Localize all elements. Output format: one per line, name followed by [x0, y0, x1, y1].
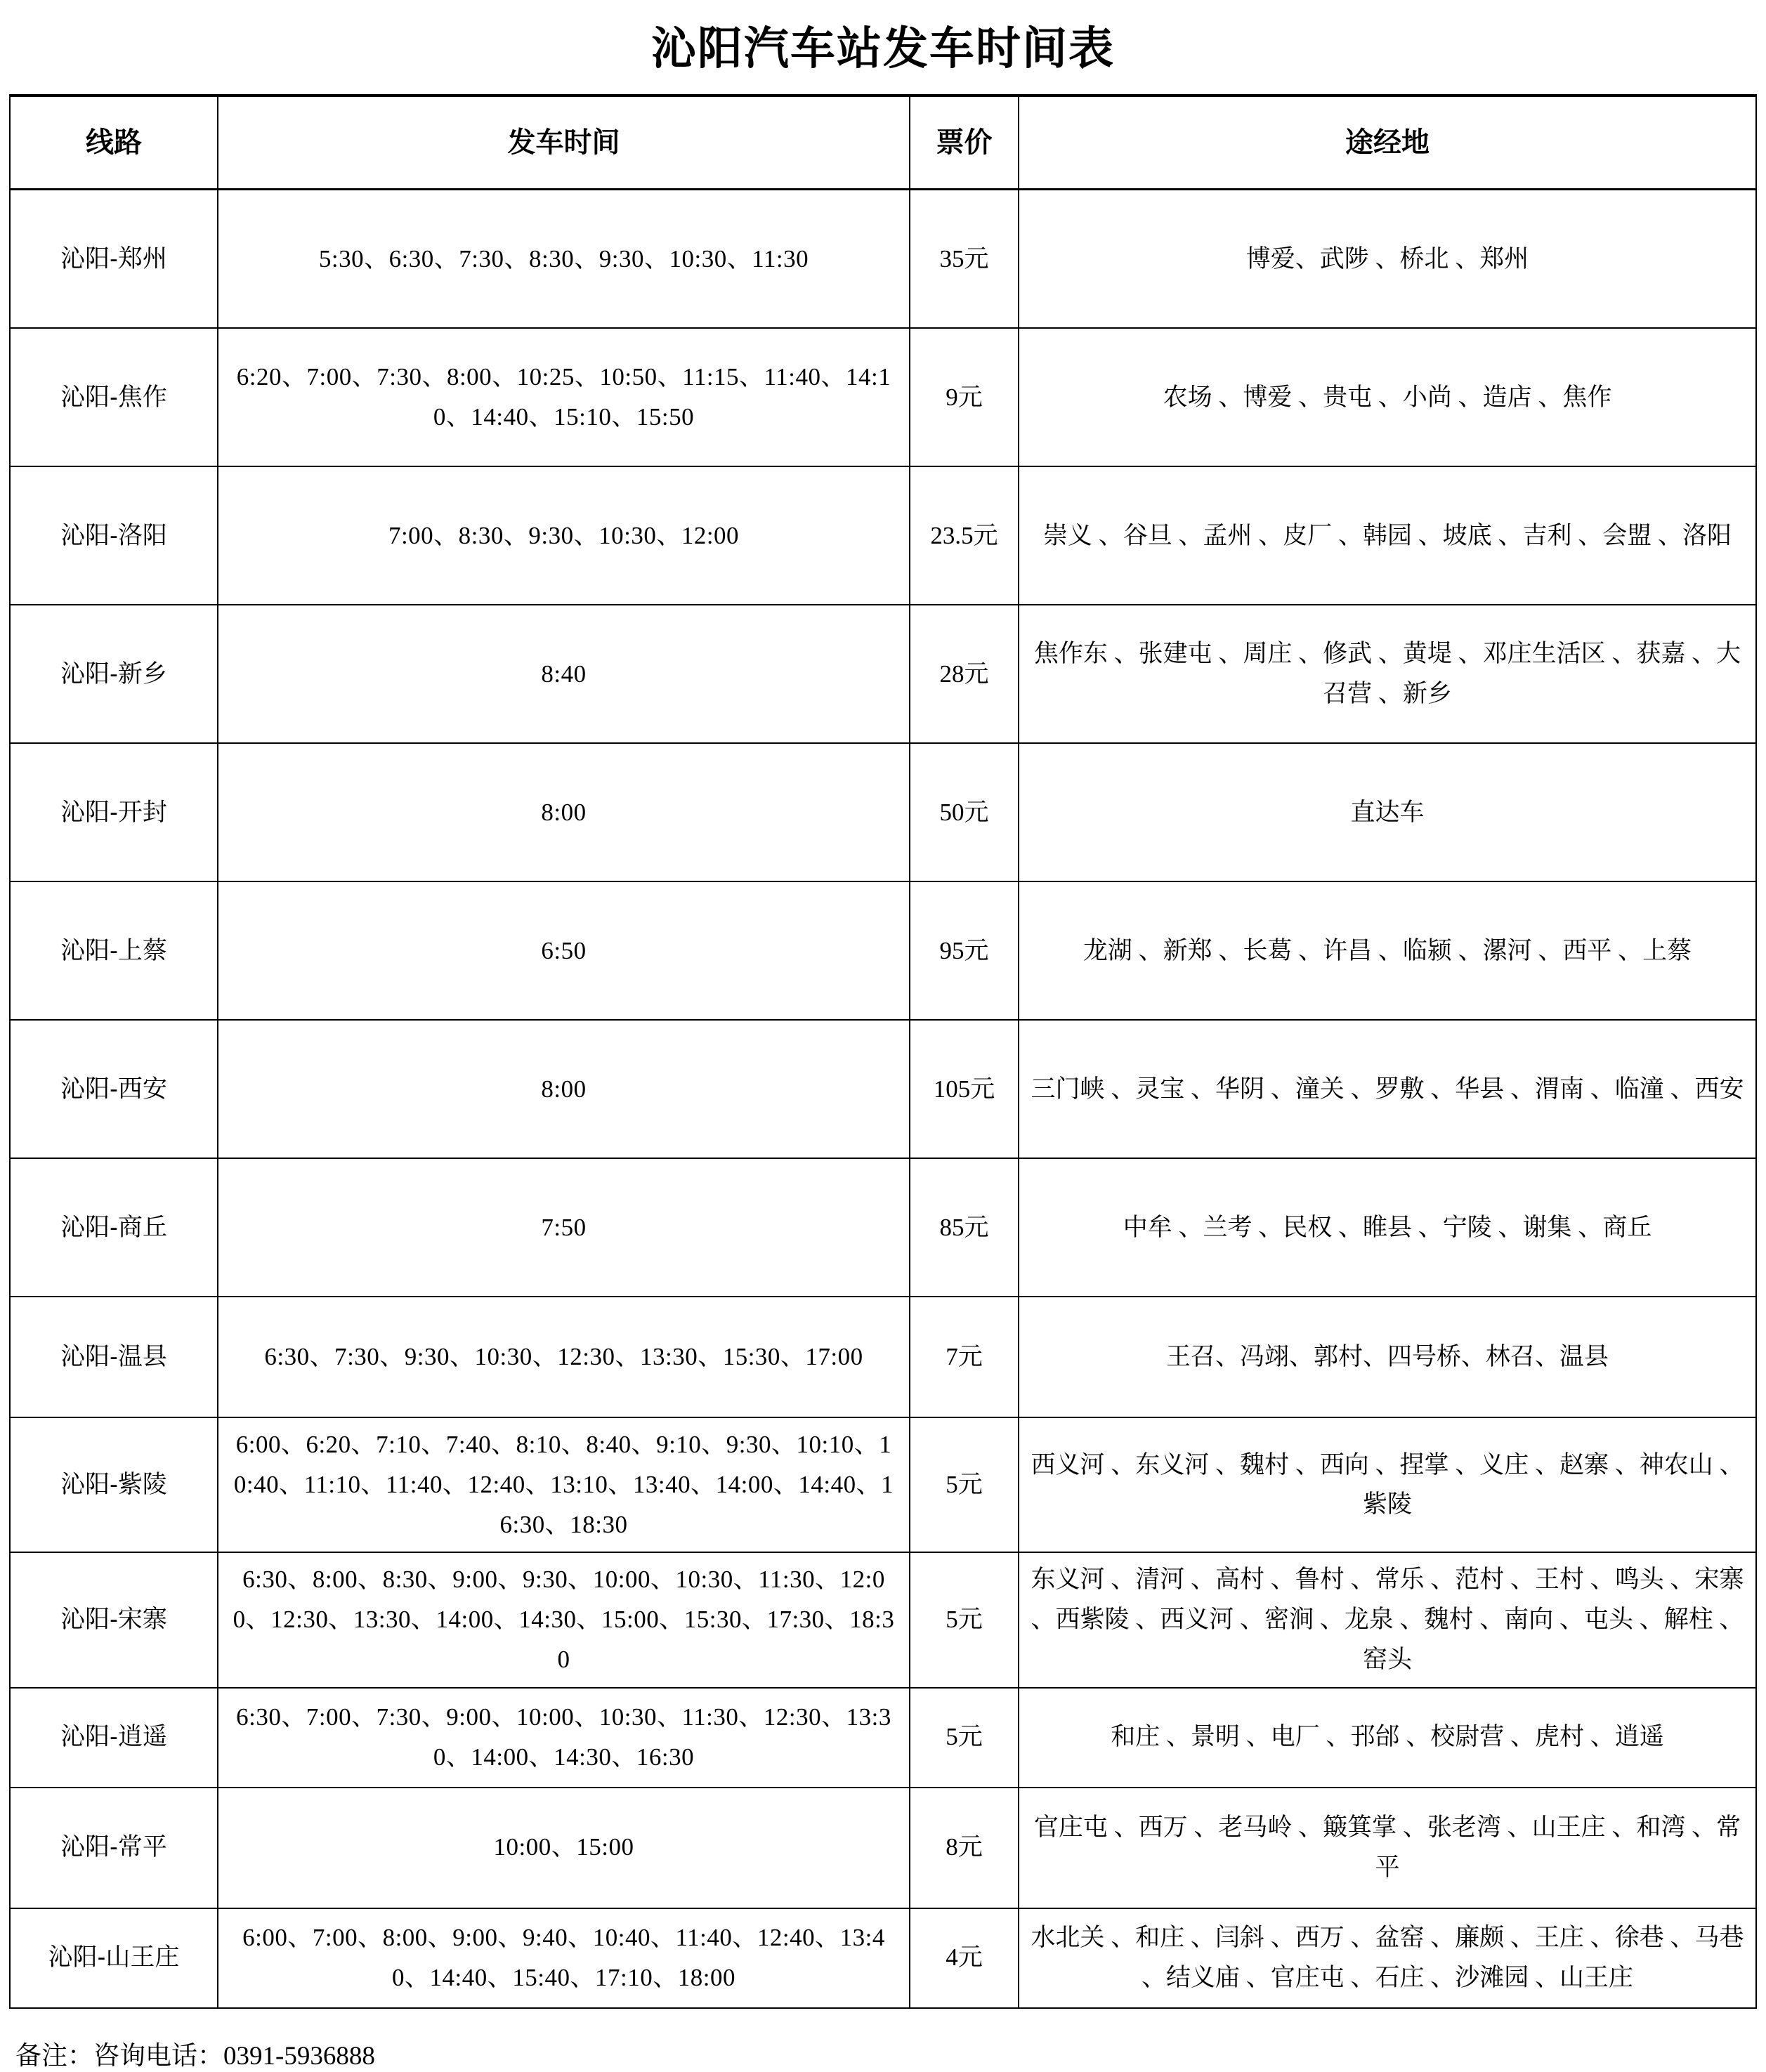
- table-row: [10, 881, 1756, 1020]
- fare-cell: 5元: [910, 1552, 1019, 1687]
- stops-cell: 三门峡 、灵宝 、华阴 、潼关 、罗敷 、华县 、渭南 、临潼 、西安: [1019, 1020, 1756, 1158]
- times-cell: 6:00、6:20、7:10、7:40、8:10、8:40、9:10、9:30、10:10、10:40、11:10、11:40、12:40、13:10、13:40、14:00、14:40、16:30、18:30: [218, 1417, 910, 1552]
- table-row: [10, 605, 1756, 743]
- stops-cell: 焦作东 、张建屯 、周庄 、修武 、黄堤 、邓庄生活区 、获嘉 、大召营 、新乡: [1019, 605, 1756, 743]
- stops-cell: 直达车: [1019, 743, 1756, 881]
- stops-cell: 龙湖 、新郑 、长葛 、许昌 、临颍 、漯河 、西平 、上蔡: [1019, 881, 1756, 1020]
- times-cell: 8:40: [218, 605, 910, 743]
- route-cell: 沁阳-常平: [10, 1788, 218, 1908]
- times-cell: 6:30、7:30、9:30、10:30、12:30、13:30、15:30、17:00: [218, 1297, 910, 1417]
- route-cell: 沁阳-洛阳: [10, 466, 218, 605]
- times-cell: 5:30、6:30、7:30、8:30、9:30、10:30、11:30: [218, 190, 910, 329]
- fare-cell: 95元: [910, 881, 1019, 1020]
- route-cell: 沁阳-开封: [10, 743, 218, 881]
- bus-schedule-table: [9, 94, 1757, 2008]
- times-cell: 6:20、7:00、7:30、8:00、10:25、10:50、11:15、11:40、14:10、14:40、15:10、15:50: [218, 328, 910, 466]
- fare-cell: 23.5元: [910, 466, 1019, 605]
- route-cell: 沁阳-逍遥: [10, 1688, 218, 1788]
- fare-cell: 35元: [910, 190, 1019, 329]
- times-cell: 6:30、8:00、8:30、9:00、9:30、10:00、10:30、11:30、12:00、12:30、13:30、14:00、14:30、15:00、15:30、17:30、18:30: [218, 1552, 910, 1687]
- fare-cell: 5元: [910, 1688, 1019, 1788]
- table-row: [10, 743, 1756, 881]
- table-row: [10, 190, 1756, 329]
- header-row: [10, 96, 1756, 190]
- fare-cell: 7元: [910, 1297, 1019, 1417]
- table-row: [10, 1020, 1756, 1158]
- route-cell: 沁阳-商丘: [10, 1158, 218, 1297]
- times-cell: 7:50: [218, 1158, 910, 1297]
- table-body: [10, 190, 1756, 2008]
- stops-cell: 水北关 、和庄 、闫斜 、西万 、盆窑 、廉颇 、王庄 、徐巷 、马巷 、结义庙 、官庄屯 、石庄 、沙滩园 、山王庄: [1019, 1908, 1756, 2008]
- times-cell: 8:00: [218, 743, 910, 881]
- route-cell: 沁阳-郑州: [10, 190, 218, 329]
- route-cell: 沁阳-新乡: [10, 605, 218, 743]
- table-row: [10, 328, 1756, 466]
- table-row: [10, 466, 1756, 605]
- times-cell: 6:00、7:00、8:00、9:00、9:40、10:40、11:40、12:40、13:40、14:40、15:40、17:10、18:00: [218, 1908, 910, 2008]
- table-header: [10, 96, 1756, 190]
- fare-cell: 28元: [910, 605, 1019, 743]
- route-cell: 沁阳-上蔡: [10, 881, 218, 1020]
- table-row: [10, 1788, 1756, 1908]
- stops-cell: 农场 、博爱 、贵屯 、小尚 、造店 、焦作: [1019, 328, 1756, 466]
- times-cell: 8:00: [218, 1020, 910, 1158]
- stops-cell: 王召、冯翊、郭村、四号桥、林召、温县: [1019, 1297, 1756, 1417]
- fare-cell: 50元: [910, 743, 1019, 881]
- table-row: [10, 1908, 1756, 2008]
- fare-cell: 105元: [910, 1020, 1019, 1158]
- stops-cell: 中牟 、兰考 、民权 、睢县 、宁陵 、谢集 、商丘: [1019, 1158, 1756, 1297]
- footer-note: 备注：咨询电话：0391-5936888: [15, 2041, 375, 2071]
- table-row: [10, 1297, 1756, 1417]
- fare-cell: 85元: [910, 1158, 1019, 1297]
- times-cell: 6:30、7:00、7:30、9:00、10:00、10:30、11:30、12:30、13:30、14:00、14:30、16:30: [218, 1688, 910, 1788]
- table-row: [10, 1552, 1756, 1687]
- table-row: [10, 1417, 1756, 1552]
- stops-cell: 和庄 、景明 、电厂 、邘邰 、校尉营 、虎村 、逍遥: [1019, 1688, 1756, 1788]
- times-cell: 10:00、15:00: [218, 1788, 910, 1908]
- fare-cell: 9元: [910, 328, 1019, 466]
- table-row: [10, 1688, 1756, 1788]
- page-title: 沁阳汽车站发车时间表: [651, 23, 1115, 74]
- route-cell: 沁阳-温县: [10, 1297, 218, 1417]
- fare-cell: 4元: [910, 1908, 1019, 2008]
- route-cell: 沁阳-西安: [10, 1020, 218, 1158]
- stops-cell: 东义河 、清河 、高村 、鲁村 、常乐 、范村 、王村 、鸣头 、宋寨 、西紫陵 、西义河 、密涧 、龙泉 、魏村 、南向 、屯头 、解柱 、窑头: [1019, 1552, 1756, 1687]
- stops-cell: 崇义 、谷旦 、孟州 、皮厂 、韩园 、坡底 、吉利 、会盟 、洛阳: [1019, 466, 1756, 605]
- column-header-fare: 票价: [910, 96, 1019, 190]
- stops-cell: 官庄屯 、西万 、老马岭 、簸箕掌 、张老湾 、山王庄 、和湾 、常平: [1019, 1788, 1756, 1908]
- route-cell: 沁阳-山王庄: [10, 1908, 218, 2008]
- route-cell: 沁阳-宋寨: [10, 1552, 218, 1687]
- column-header-route: 线路: [10, 96, 218, 190]
- times-cell: 7:00、8:30、9:30、10:30、12:00: [218, 466, 910, 605]
- times-cell: 6:50: [218, 881, 910, 1020]
- route-cell: 沁阳-焦作: [10, 328, 218, 466]
- stops-cell: 西义河 、东义河 、魏村 、西向 、捏掌 、义庄 、赵寨 、神农山 、紫陵: [1019, 1417, 1756, 1552]
- column-header-stops: 途经地: [1019, 96, 1756, 190]
- fare-cell: 5元: [910, 1417, 1019, 1552]
- fare-cell: 8元: [910, 1788, 1019, 1908]
- column-header-departure-times: 发车时间: [218, 96, 910, 190]
- route-cell: 沁阳-紫陵: [10, 1417, 218, 1552]
- stops-cell: 博爱、武陟 、桥北 、郑州: [1019, 190, 1756, 329]
- table-row: [10, 1158, 1756, 1297]
